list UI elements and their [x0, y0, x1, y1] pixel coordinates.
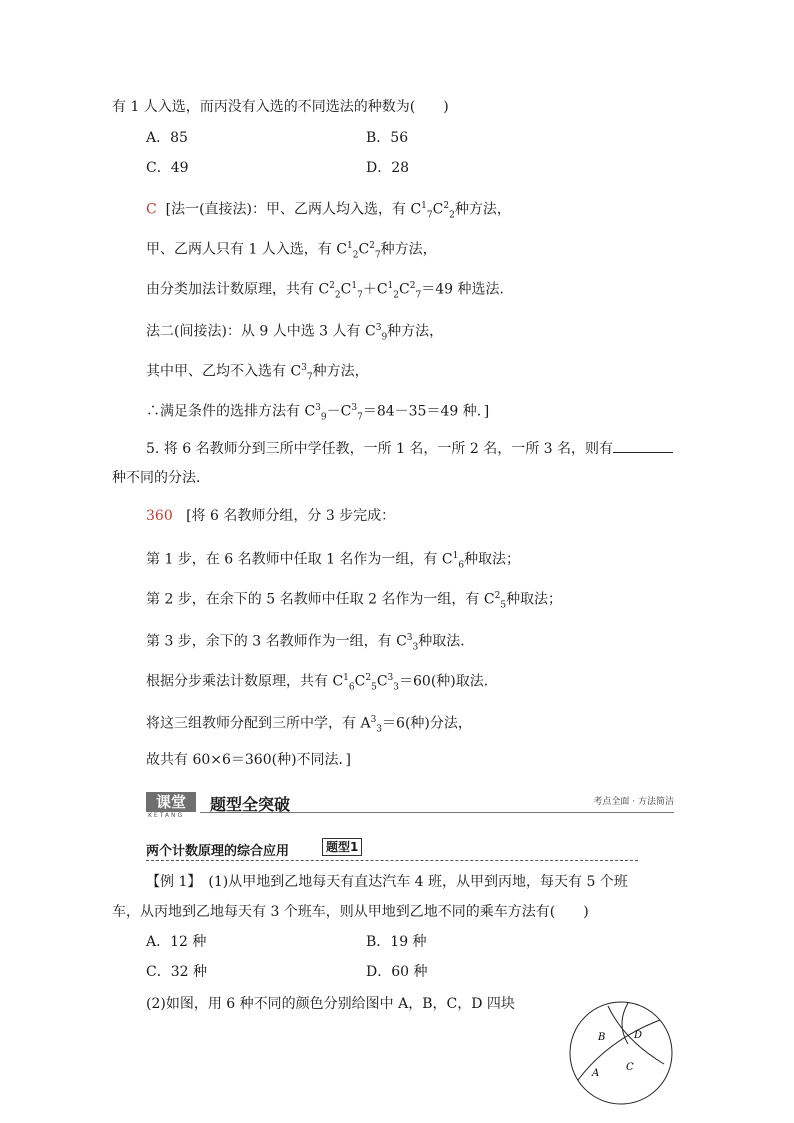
topic-title: 两个计数原理的综合应用 — [146, 844, 290, 859]
q4-option-d: D．28 — [366, 160, 410, 176]
q5-solution-line-5: 根据分步乘法计数原理，共有 $C^1_6C^2_5C^3_3=60$(种)取法． — [146, 673, 498, 693]
region-figure — [568, 1000, 674, 1106]
banner-badge: 课堂 — [146, 792, 196, 812]
banner-title: 题型全突破 — [210, 795, 291, 814]
ex1-stem-line-2: 车，从丙地到乙地每天有 3 个班车，则从甲地到乙地不同的乘车方法有( ) — [112, 904, 589, 920]
figure-outer-circle — [570, 1002, 672, 1104]
q4-option-c: C．49 — [146, 160, 189, 176]
banner-subtitle: 考点全面 · 方法简洁 — [593, 797, 674, 807]
banner-rule — [200, 812, 674, 813]
q4-solution-line-2: 甲、乙两人只有 1 人入选，有 $C^1_2C^2_7$种方法， — [146, 241, 437, 261]
figure-label-b: B — [598, 1032, 606, 1043]
ex1-option-d: D．60 种 — [366, 964, 428, 980]
q5-solution-line-6: 将这三组教师分配到三所中学，有 $A^3_3=6$(种)分法， — [146, 715, 472, 735]
figure-label-c: C — [626, 1062, 634, 1073]
q4-option-b: B．56 — [366, 130, 409, 146]
q4-solution-line-6: ∴满足条件的选排方法有 $C^3_9-C^3_7=84-35=49$ 种．] — [146, 403, 490, 423]
q4-solution-line-1: C [法一(直接法)：甲、乙两人均入选，有 $C^1_7C^2_2$种方法， — [146, 201, 511, 221]
topic-header — [146, 838, 638, 861]
ex1-option-a: A．12 种 — [146, 934, 207, 950]
q5-stem-line-2: 种不同的分法． — [112, 470, 210, 486]
q4-option-a: A．85 — [146, 130, 188, 146]
q5-solution-line-2: 第 1 步，在 6 名教师中任取 1 名作为一组，有 $C^1_6$种取法； — [146, 551, 521, 571]
q4-answer: C — [146, 201, 157, 218]
ex1-option-b: B．19 种 — [366, 934, 427, 950]
ex1-option-c: C．32 种 — [146, 964, 207, 980]
q4-solution-line-5: 其中甲、乙均不入选有 $C^3_7$种方法， — [146, 363, 369, 383]
figure-arc-1 — [578, 1020, 660, 1080]
q4-stem-tail: 有 1 人入选，而丙没有入选的不同选法的种数为( ) — [112, 99, 449, 115]
q4-solution-line-4: 法二(间接法)：从 9 人中选 3 人有 $C^3_9$种方法， — [146, 323, 444, 343]
topic-tag: 题型1 — [322, 838, 362, 856]
q5-solution-line-7: 故共有 60×6＝360(种)不同法．] — [146, 752, 352, 768]
section-banner — [146, 790, 674, 822]
q5-stem-line-1: 5. 将 6 名教师分到三所中学任教，一所 1 名，一所 2 名，一所 3 名，则有 — [146, 438, 673, 459]
figure-label-d: D — [634, 1030, 643, 1041]
banner-pinyin: KETANG — [148, 812, 185, 819]
q5-solution-line-1: 360 [将 6 名教师分组，分 3 步完成： — [146, 508, 396, 524]
ex1-stem-line-1: 【例 1】 (1)从甲地到乙地每天有直达汽车 4 班，从甲到丙地，每天有 5 个班 — [146, 874, 628, 890]
figure-arc-3 — [622, 1003, 628, 1044]
q5-answer-blank — [613, 438, 673, 453]
ex1-part2-stem: (2)如图，用 6 种不同的颜色分别给图中 A，B，C，D 四块 — [146, 996, 515, 1012]
q5-solution-line-4: 第 3 步，余下的 3 名教师作为一组，有 $C^3_3$种取法． — [146, 633, 475, 653]
q4-solution-line-3: 由分类加法计数原理，共有 $C^2_2C^1_7+C^1_2C^2_7=49$ 种选法． — [146, 281, 514, 301]
figure-label-a: A — [592, 1068, 600, 1079]
q5-answer: 360 — [146, 508, 173, 524]
q5-solution-line-3: 第 2 步，在余下的 5 名教师中任取 2 名作为一组，有 $C^2_5$种取法； — [146, 591, 563, 611]
